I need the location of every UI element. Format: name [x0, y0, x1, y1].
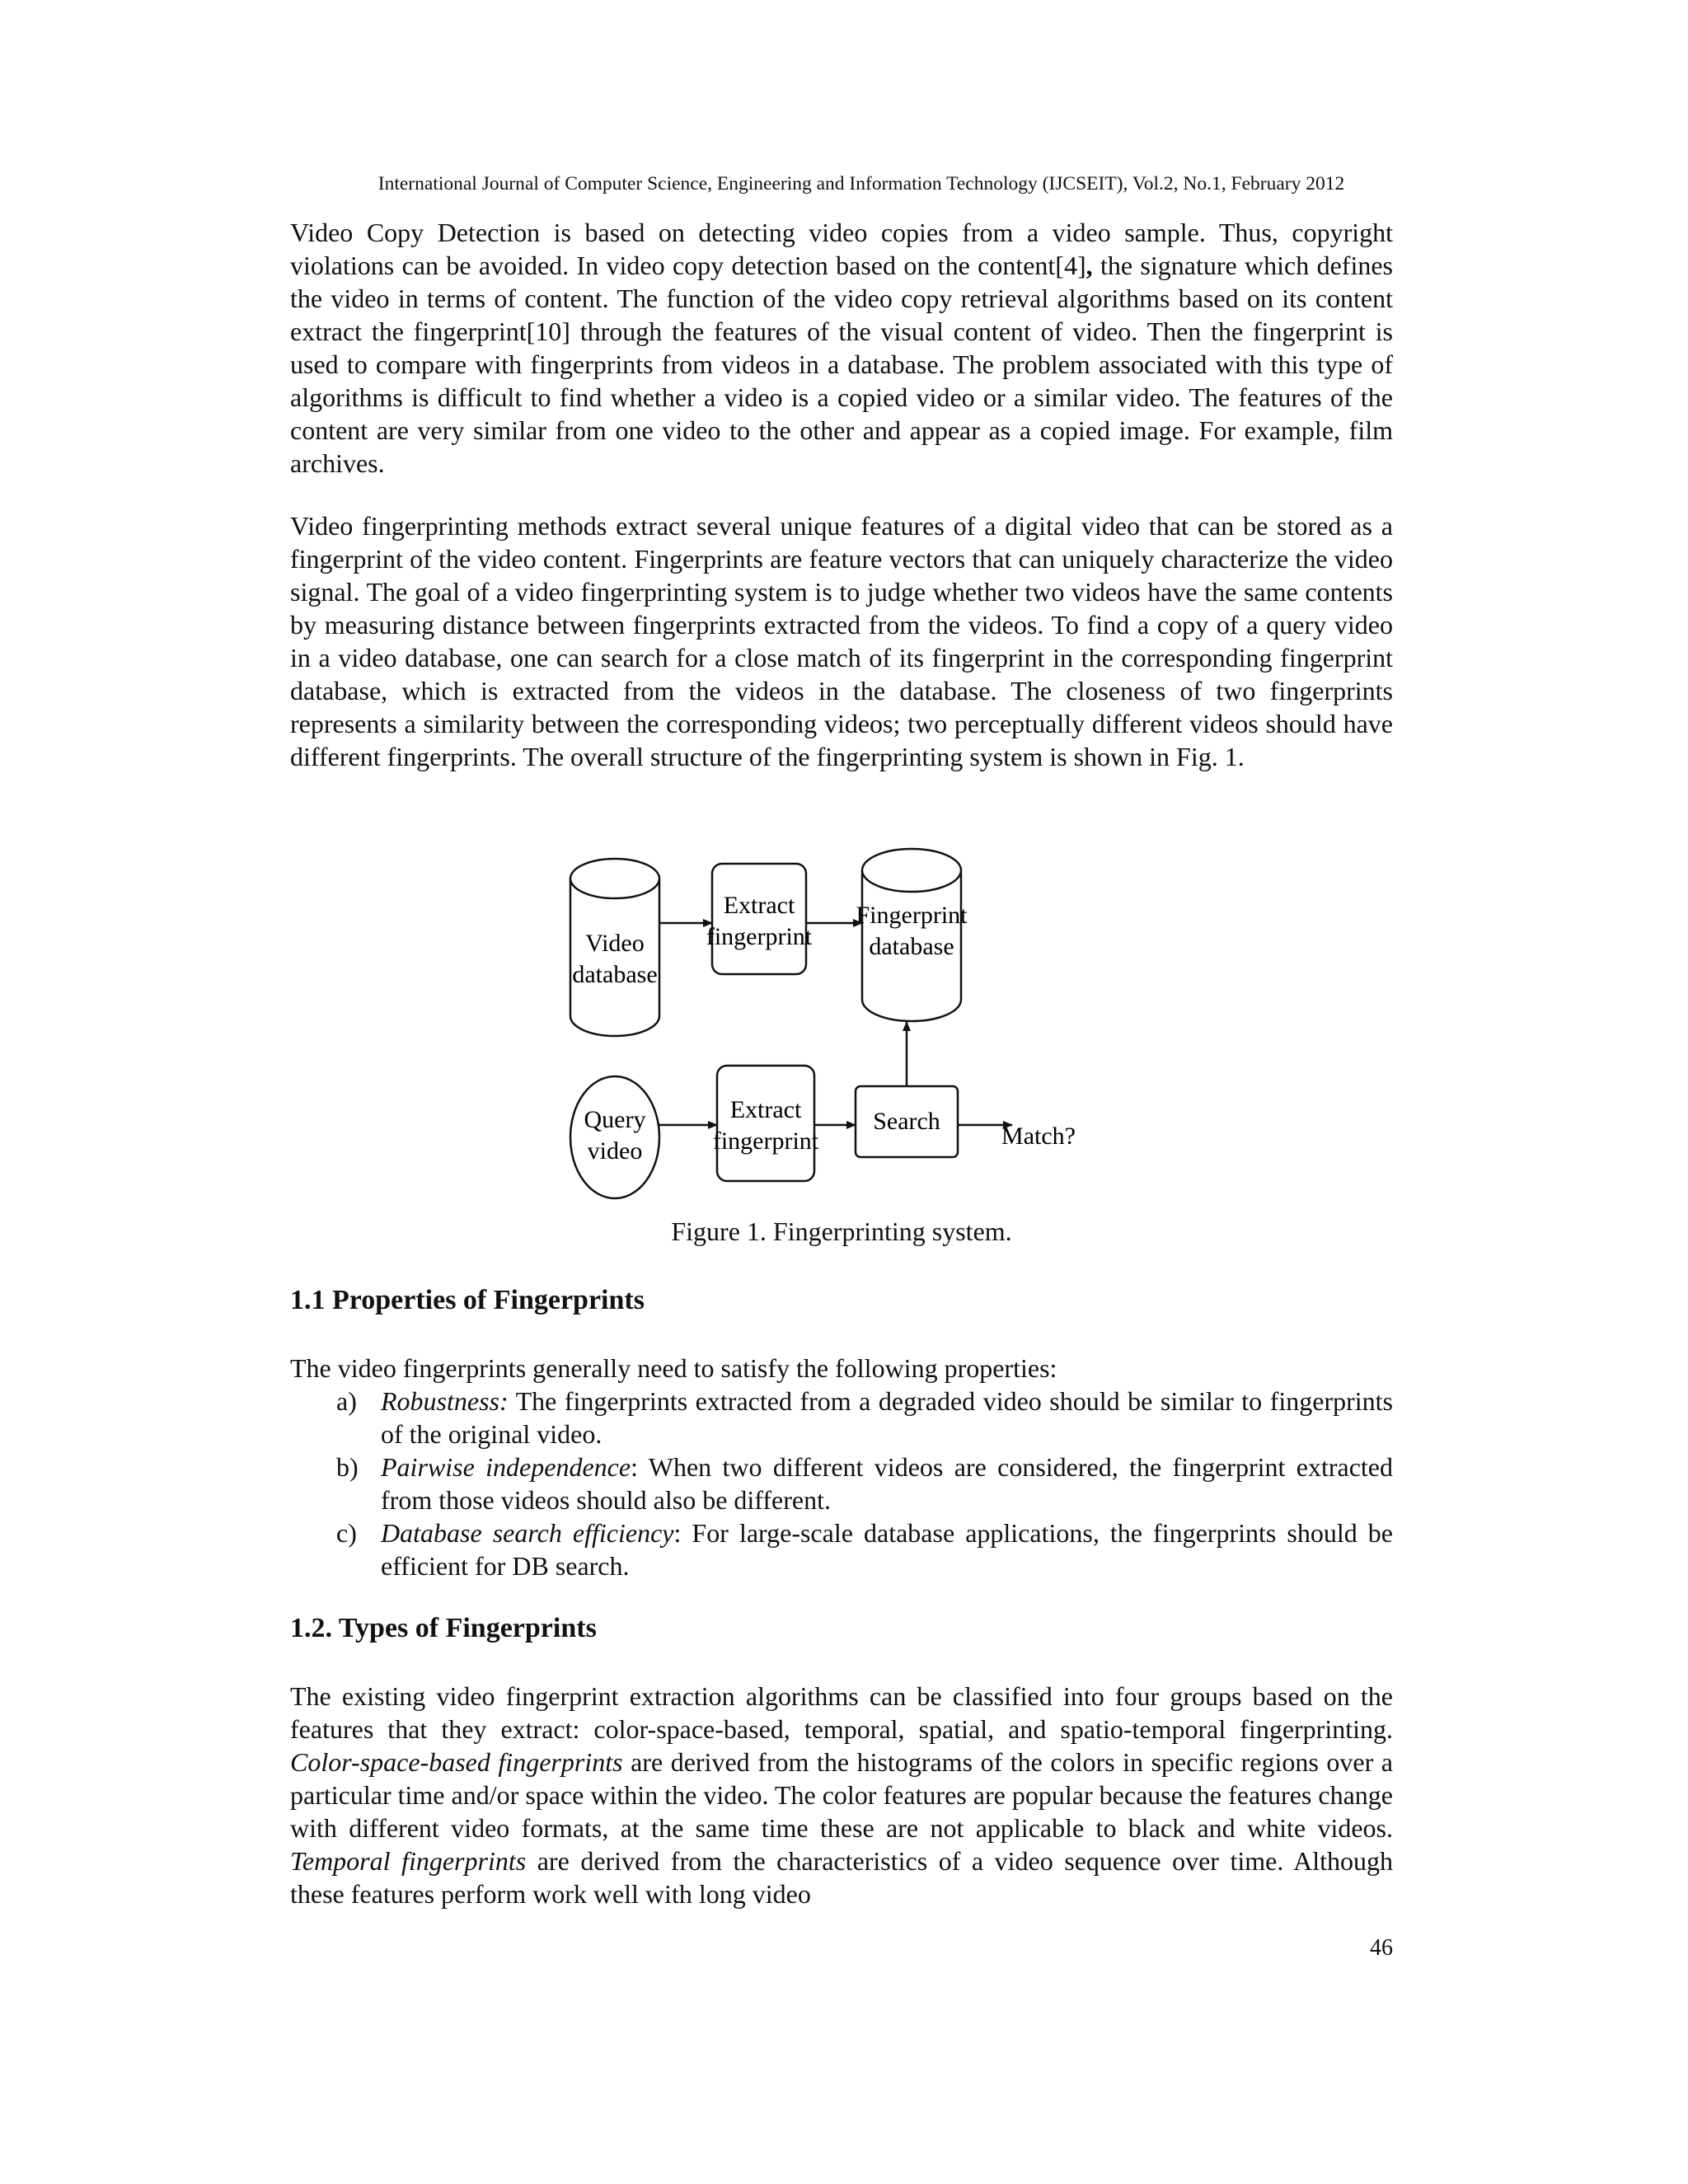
- page-number: 46: [1370, 1935, 1393, 1961]
- item-marker: a): [336, 1386, 357, 1416]
- property-item-pairwise: [290, 1451, 1393, 1516]
- extract-bottom-label-2: fingerprint: [712, 1127, 819, 1155]
- figure-caption: Figure 1. Fingerprinting system.: [671, 1216, 1012, 1246]
- extract-fingerprint-top-node: [706, 864, 813, 974]
- extract-top-label-1: Extract: [723, 892, 795, 919]
- section-1-2: [290, 1612, 1393, 1645]
- paragraph-1: [290, 216, 1393, 480]
- fingerprint-database-label-2: database: [869, 933, 954, 960]
- extract-bottom-label-1: Extract: [729, 1096, 802, 1123]
- types-term-color: Color-space-based fingerprints: [290, 1747, 623, 1777]
- property-item-robustness: [290, 1385, 1393, 1451]
- extract-fingerprint-bottom-node: [713, 1066, 819, 1181]
- match-label: Match?: [1001, 1122, 1076, 1150]
- query-video-label-1: Query: [584, 1106, 646, 1133]
- para1-text-a: Video Copy Detection is based on detecting video copies from a video sample. Thus, copyright violations can be avoided. In video copy detection based on the content[4]: [290, 218, 1393, 280]
- video-database-node: [570, 859, 659, 1036]
- item-text: The fingerprints extracted from a degraded video should be similar to fingerprints of the original video.: [381, 1386, 1393, 1449]
- fingerprint-database-label-1: Fingerprint: [856, 902, 968, 929]
- properties-list: [290, 1385, 1393, 1582]
- query-video-label-2: video: [587, 1137, 643, 1165]
- extract-top-label-2: fingerprint: [706, 923, 813, 950]
- item-term: Database search efficiency: [381, 1518, 674, 1548]
- fingerprint-database-node: [856, 849, 968, 1021]
- journal-header: International Journal of Computer Science, Engineering and Information Technology (IJCSEIT), Vol.2, No.1, February 2012: [377, 173, 1345, 194]
- query-video-node: [570, 1076, 659, 1198]
- section-1-1-title: 1.1 Properties of Fingerprints: [290, 1285, 645, 1315]
- video-database-label-2: database: [572, 961, 658, 988]
- types-text-1: The existing video fingerprint extraction algorithms can be classified into four groups based on the features that they extract: color-space-based, temporal, spatial, and spatio-temporal fingerprinting.: [290, 1681, 1393, 1744]
- video-database-label-1: Video: [585, 930, 645, 957]
- types-text-2: are derived from the histograms of the colors in specific regions over a particular time and/or space within the video. The color features are popular because the features change with different video formats, at the same time these are not applicable to black and white videos.: [290, 1747, 1394, 1843]
- item-text: : When two different videos are considered, the fingerprint extracted from those videos should also be different.: [381, 1452, 1394, 1515]
- paragraph-2: [290, 509, 1393, 773]
- section-1-1-intro: The video fingerprints generally need to satisfy the following properties:: [290, 1353, 1057, 1383]
- section-1-1: [290, 1284, 1393, 1317]
- search-label: Search: [873, 1108, 940, 1135]
- section-1-2-title: 1.2. Types of Fingerprints: [290, 1613, 597, 1643]
- figure-diagram: [560, 839, 1121, 1218]
- fingerprinting-system-figure: [560, 839, 1121, 1218]
- item-marker: c): [336, 1518, 357, 1548]
- types-term-temporal: Temporal fingerprints: [290, 1846, 527, 1876]
- property-item-db-search: [290, 1516, 1393, 1582]
- item-marker: b): [336, 1452, 359, 1482]
- para1-text-b: the signature which defines the video in terms of content. The function of the video copy retrieval algorithms based on its content extract the fingerprint[10] through the features of the visual content of video. Then the fingerprint is used to compare with fingerprints from videos in a database. The problem associated with this type of algorithms is difficult to find whether a video is a copied video or a similar video. The features of the content are very similar from one video to the other and appear as a copied image. For example, film archives.: [290, 251, 1394, 478]
- search-node: [856, 1086, 958, 1157]
- para2-text: Video fingerprinting methods extract several unique features of a digital video that can be stored as a fingerprint of the video content. Fingerprints are feature vectors that can uniquely characterize the video signal. The goal of a video fingerprinting system is to judge whether two videos have the same contents by measuring distance between fingerprints extracted from the videos. To find a copy of a query video in a video database, one can search for a close match of its fingerprint in the corresponding fingerprint database, which is extracted from the videos in the database. The closeness of two fingerprints represents a similarity between the corresponding videos; two perceptually different videos should have different fingerprints. The overall structure of the fingerprinting system is shown in Fig. 1.: [290, 511, 1393, 771]
- item-term: Robustness:: [381, 1386, 509, 1416]
- para1-bold-comma: ,: [1085, 251, 1093, 280]
- item-text: : For large-scale database applications, the fingerprints should be efficient for DB search.: [381, 1518, 1394, 1581]
- item-term: Pairwise independence: [381, 1452, 631, 1482]
- section-1-2-body: [290, 1680, 1393, 1910]
- section-1-1-body: [290, 1352, 1393, 1582]
- types-text-3: are derived from the characteristics of a video sequence over time. Although these features perform work well with long video: [290, 1846, 1394, 1909]
